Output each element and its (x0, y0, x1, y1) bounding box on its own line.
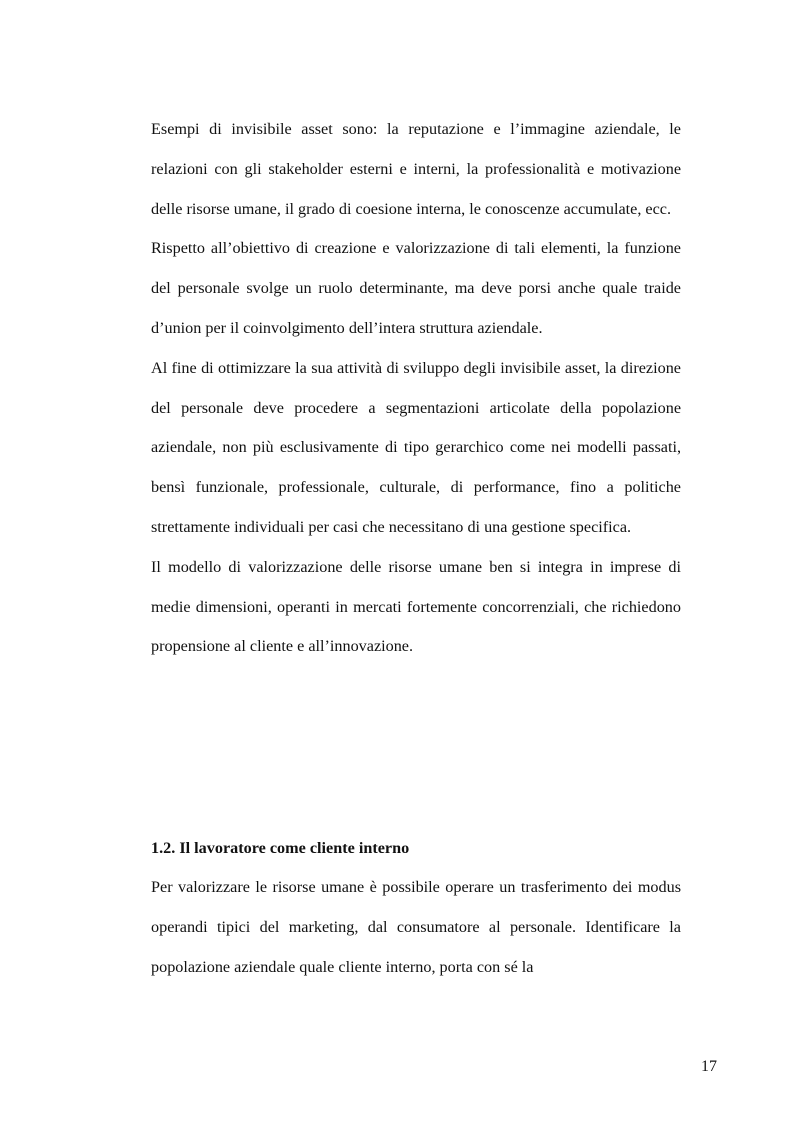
page-number: 17 (701, 1058, 717, 1075)
body-text-block (151, 110, 681, 667)
paragraph-segmentation: Al fine di ottimizzare la sua attività di sviluppo degli invisibile asset, la direzione del personale deve procedere a segmentazioni articolate della popolazione aziendale, non più esclusivamente di tipo gerarchico come nei modelli passati, bensì funzionale, professionale, culturale, di performance, fino a politiche strettamente individuali per casi che necessitano di una gestione specifica. (151, 358, 681, 536)
section-heading: 1.2. Il lavoratore come cliente interno (151, 839, 410, 857)
paragraph-personnel-function-role: Rispetto all’obiettivo di creazione e valorizzazione di tali elementi, la funzione del personale svolge un ruolo determinante, ma deve porsi anche quale traide d’union per il coinvolgimento dell’intera struttura aziendale. (151, 239, 681, 337)
paragraph-invisible-asset-examples: Esempi di invisibile asset sono: la reputazione e l’immagine aziendale, le relazioni con gli stakeholder esterni e interni, la professionalità e motivazione delle risorse umane, il grado di coesione interna, le conoscenze accumulate, ecc. (151, 120, 681, 218)
paragraph-model-integration: Il modello di valorizzazione delle risorse umane ben si integra in imprese di medie dimensioni, operanti in mercati fortemente concorrenziali, che richiedono propensione al cliente e all’innovazione. (151, 557, 681, 656)
paragraph-internal-customer: Per valorizzare le risorse umane è possibile operare un trasferimento dei modus operandi tipici del marketing, dal consumatore al personale. Identificare la popolazione aziendale quale cliente interno, porta con sé la (151, 878, 681, 976)
section-body-text (151, 868, 681, 987)
